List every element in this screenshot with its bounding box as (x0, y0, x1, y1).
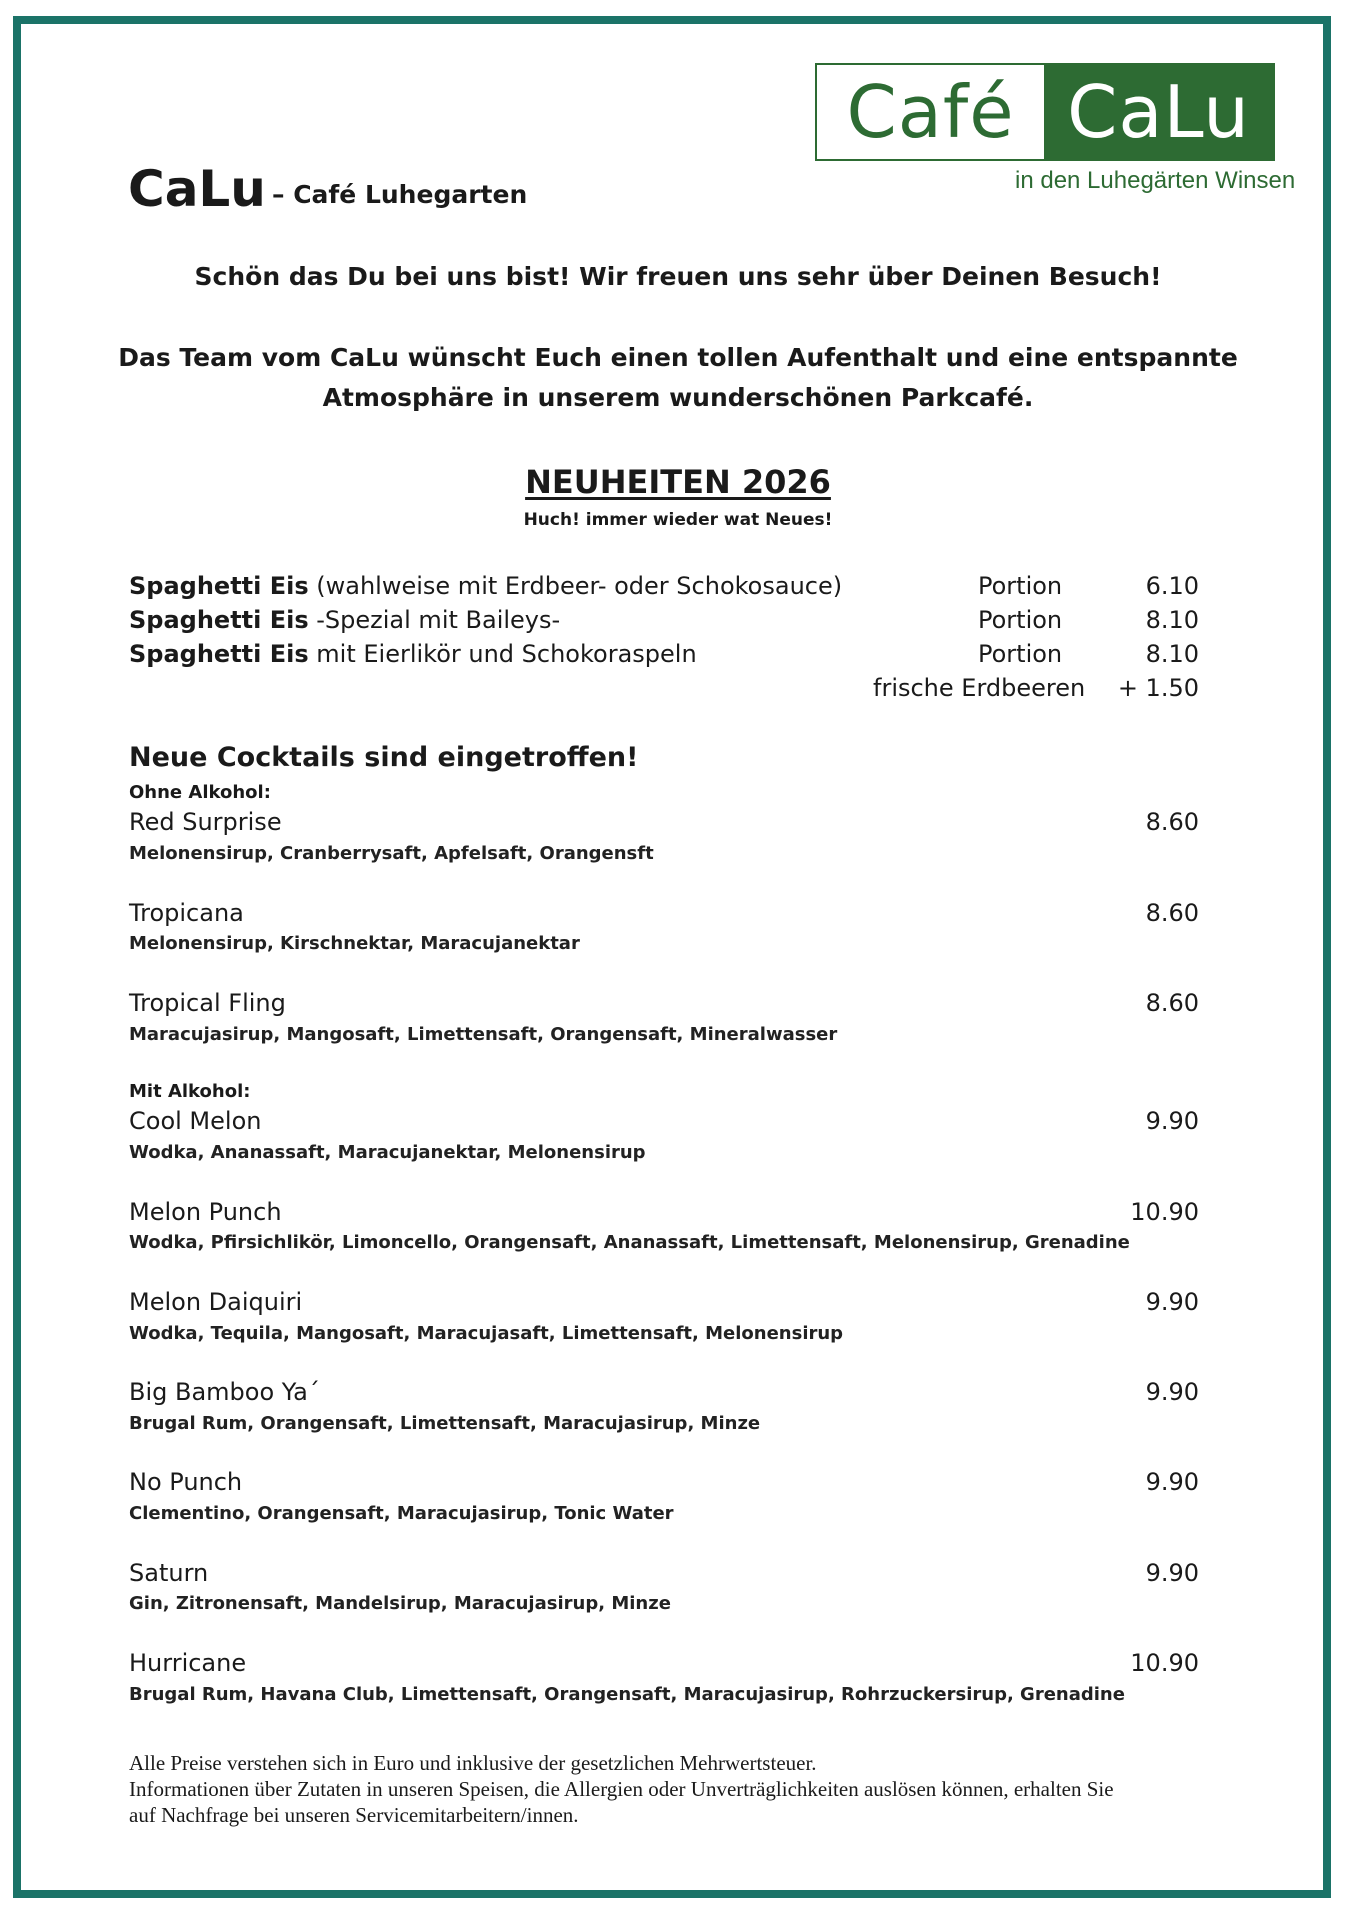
cocktail-price: 9.90 (1145, 1288, 1199, 1316)
cocktail-price: 10.90 (1130, 1198, 1199, 1226)
news-heading: NEUHEITEN 2026 (525, 463, 831, 501)
cocktail-name: Tropicana (129, 899, 244, 927)
team-text-line2: Atmosphäre in unserem wunderschönen Parkcafé. (322, 383, 1034, 412)
cocktail-price: 8.60 (1145, 808, 1199, 836)
cafe-calu-logo (815, 63, 1296, 194)
page-border (13, 16, 1331, 1898)
brand-title: CaLu (128, 160, 266, 218)
cocktail-name: No Punch (129, 1468, 243, 1496)
cocktail-ingredients: Clementino, Orangensaft, Maracujasirup, Tonic Water (129, 1503, 674, 1524)
cocktail-price: 10.90 (1130, 1649, 1199, 1677)
cocktail-name: Red Surprise (129, 808, 282, 836)
cocktail-price: 8.60 (1145, 989, 1199, 1017)
cocktail-name: Tropical Fling (129, 989, 286, 1017)
cocktail-ingredients: Wodka, Pfirsichlikör, Limoncello, Orangensaft, Ananassaft, Limettensaft, Melonensirup, Grenadine (129, 1232, 1130, 1253)
footer-note-line2: Informationen über Zutaten in unseren Speisen, die Allergien oder Unverträglichkeiten auslösen können, erhalten Sie (129, 1777, 1114, 1801)
no-alcohol-label: Ohne Alkohol: (129, 782, 271, 803)
cocktail-ingredients: Melonensirup, Cranberrysaft, Apfelsaft, Orangensft (129, 843, 654, 864)
cocktail-price: 9.90 (1145, 1107, 1199, 1135)
team-text-line1: Das Team vom CaLu wünscht Euch einen tollen Aufenthalt und eine entspannte (118, 343, 1238, 372)
cocktail-price: 9.90 (1145, 1468, 1199, 1496)
extra-strawberries-label: frische Erdbeeren (873, 674, 1086, 702)
brand-subtitle: – Café Luhegarten (272, 180, 528, 209)
portion-label: Portion (978, 606, 1063, 634)
cocktail-price: 8.60 (1145, 899, 1199, 927)
cocktail-ingredients: Brugal Rum, Orangensaft, Limettensaft, Maracujasirup, Minze (129, 1413, 761, 1434)
cocktail-price: 9.90 (1145, 1378, 1199, 1406)
cocktail-ingredients: Maracujasirup, Mangosaft, Limettensaft, Orangensaft, Mineralwasser (129, 1024, 838, 1045)
news-subtitle: Huch! immer wieder wat Neues! (523, 510, 833, 530)
cocktail-ingredients: Melonensirup, Kirschnektar, Maracujanektar (129, 933, 580, 954)
menu-item-ice-3: Spaghetti Eis mit Eierlikör und Schokoraspeln (129, 640, 697, 668)
cocktail-name: Big Bamboo Ya´ (129, 1378, 320, 1406)
cocktail-name: Saturn (129, 1559, 209, 1587)
portion-label: Portion (978, 640, 1063, 668)
item-price: 8.10 (1145, 640, 1199, 668)
cocktail-name: Melon Daiquiri (129, 1288, 303, 1316)
footer-note-line1: Alle Preise verstehen sich in Euro und inklusive der gesetzlichen Mehrwertsteuer. (129, 1751, 817, 1775)
logo-calu-text: CaLu (1044, 65, 1273, 159)
cocktail-ingredients: Gin, Zitronensaft, Mandelsirup, Maracujasirup, Minze (129, 1593, 671, 1614)
logo-cafe-text: Café (817, 65, 1044, 159)
cocktail-name: Hurricane (129, 1649, 247, 1677)
menu-item-ice-1: Spaghetti Eis (wahlweise mit Erdbeer- oder Schokosauce) (129, 572, 843, 600)
footer-note-line3: auf Nachfrage bei unseren Servicemitarbeitern/innen. (129, 1803, 579, 1827)
portion-label: Portion (978, 572, 1063, 600)
cocktail-ingredients: Wodka, Ananassaft, Maracujanektar, Melonensirup (129, 1142, 646, 1163)
item-price: 6.10 (1145, 572, 1199, 600)
extra-strawberries-price: + 1.50 (1117, 674, 1199, 702)
menu-item-ice-2: Spaghetti Eis -Spezial mit Baileys- (129, 606, 561, 634)
item-price: 8.10 (1145, 606, 1199, 634)
cocktail-name: Cool Melon (129, 1107, 262, 1135)
cocktail-ingredients: Wodka, Tequila, Mangosaft, Maracujasaft, Limettensaft, Melonensirup (129, 1323, 844, 1344)
cocktail-price: 9.90 (1145, 1559, 1199, 1587)
cocktail-name: Melon Punch (129, 1198, 282, 1226)
greeting-text: Schön das Du bei uns bist! Wir freuen uns sehr über Deinen Besuch! (194, 262, 1162, 291)
alcohol-label: Mit Alkohol: (129, 1081, 251, 1102)
logo-subtitle: in den Luhegärten Winsen (1015, 167, 1296, 194)
cocktails-heading: Neue Cocktails sind eingetroffen! (129, 742, 639, 773)
cocktail-ingredients: Brugal Rum, Havana Club, Limettensaft, Orangensaft, Maracujasirup, Rohrzuckersirup, Grenadine (129, 1684, 1125, 1705)
